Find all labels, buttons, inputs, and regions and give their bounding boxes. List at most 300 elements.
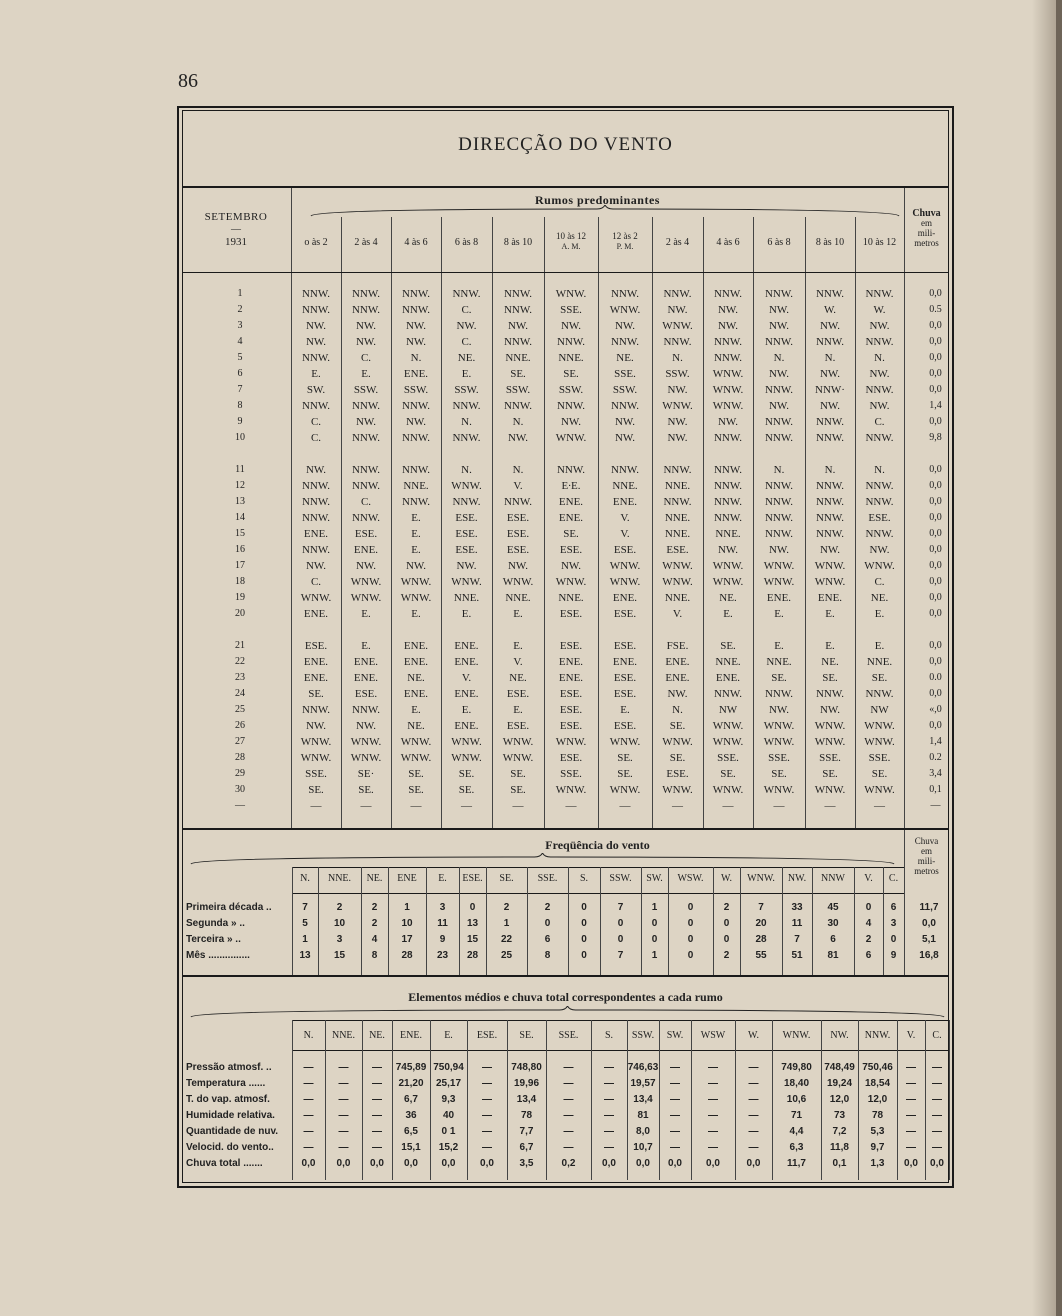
wind-direction-cell: NNW. (556, 400, 585, 412)
day-number: 27 (235, 736, 245, 747)
wind-direction-cell: NW. (819, 368, 841, 380)
frequency-cell: 0 (687, 934, 694, 945)
wind-direction-cell: NNW. (556, 336, 585, 348)
wind-direction-cell: NW. (305, 560, 327, 572)
page-edge (1056, 0, 1062, 1316)
wind-direction-cell: WNW. (712, 368, 744, 380)
wind-direction-cell: WNW. (555, 784, 587, 796)
elements-brace (190, 1006, 945, 1018)
wind-direction-cell: SE. (408, 768, 424, 780)
wind-direction-cell: C. (874, 576, 885, 588)
wind-direction-cell: WNW. (712, 400, 744, 412)
frequency-cell: 55 (755, 950, 767, 961)
wind-direction-cell: NW. (355, 720, 377, 732)
wind-direction-cell: WNW. (814, 560, 846, 572)
elements-cell: — (604, 1110, 614, 1121)
frequency-column-header: NW. (787, 873, 807, 884)
wind-direction-cell: NNE. (403, 480, 429, 492)
elements-cell: 15,2 (438, 1142, 459, 1153)
elements-cell: — (482, 1094, 492, 1105)
wind-direction-cell: WNW. (864, 560, 895, 572)
wind-direction-cell: — (874, 800, 885, 812)
wind-direction-cell: N. (824, 464, 836, 476)
wind-direction-cell: NNE. (664, 480, 691, 492)
wind-direction-cell: E. (461, 368, 472, 380)
wind-direction-cell: E. (411, 608, 421, 620)
wind-direction-cell: SE. (510, 768, 526, 780)
rain-header-line: mili- (917, 228, 936, 238)
rain-cell: 0,0 (929, 288, 942, 299)
wind-direction-cell: ENE. (612, 592, 638, 604)
elements-column-header: C. (932, 1030, 942, 1041)
wind-direction-cell: N. (461, 464, 472, 476)
wind-direction-cell: NW. (819, 400, 841, 412)
rain-cell: 0,1 (929, 784, 942, 795)
rain-cell: 0,0 (929, 368, 942, 379)
time-column-header: 4 às 6 (716, 237, 740, 248)
rain-cell: 0.5 (929, 304, 942, 315)
wind-direction-cell: NW. (560, 560, 582, 572)
elements-cell: 0,0 (930, 1158, 944, 1169)
elements-cell: — (604, 1062, 614, 1073)
wind-direction-cell: E. (311, 368, 321, 380)
frequency-column-header: WNW. (747, 873, 775, 884)
rain-cell: 0,0 (929, 480, 942, 491)
wind-direction-cell: NNW· (815, 384, 845, 396)
wind-direction-cell: ENE. (766, 592, 792, 604)
wind-direction-cell: E. (620, 704, 630, 716)
day-number: 21 (235, 640, 245, 651)
elements-cell: — (906, 1110, 916, 1121)
time-column-header: 2 às 4 (665, 237, 690, 248)
elements-column-header: N. (303, 1030, 314, 1041)
elements-cell: — (748, 1142, 759, 1153)
frequency-cell: 2 (723, 950, 730, 961)
wind-direction-cell: ENE. (353, 656, 379, 668)
wind-direction-cell: ESE. (455, 528, 478, 540)
wind-direction-cell: E. (411, 704, 421, 716)
elements-cell: 73 (833, 1110, 846, 1121)
wind-direction-cell: SSW. (454, 384, 479, 396)
elements-cell: 78 (871, 1110, 884, 1121)
wind-direction-cell: WNW. (763, 560, 795, 572)
wind-direction-cell: ENE. (403, 688, 429, 700)
wind-direction-cell: WNW. (609, 736, 641, 748)
wind-direction-cell: C. (360, 352, 372, 364)
frequency-brace (190, 853, 895, 865)
wind-direction-cell: V. (620, 512, 630, 524)
wind-direction-cell: WNW. (451, 752, 482, 764)
wind-direction-cell: NNW. (815, 432, 844, 444)
wind-direction-cell: NW. (667, 384, 688, 396)
wind-direction-cell: ENE. (403, 656, 429, 668)
wind-direction-cell: WNW. (609, 560, 641, 572)
wind-direction-cell: NNE. (505, 352, 531, 364)
elements-cell: — (372, 1110, 382, 1121)
wind-direction-cell: NNW. (713, 288, 742, 300)
elements-cell: 11,8 (830, 1142, 849, 1153)
wind-direction-cell: ESE. (666, 768, 689, 780)
rain-header-line: em (921, 218, 932, 228)
wind-direction-cell: SE. (563, 528, 579, 540)
wind-direction-cell: SE. (669, 720, 686, 732)
wind-direction-cell: C. (874, 416, 885, 428)
elements-cell: 19,57 (630, 1078, 656, 1089)
wind-direction-cell: ESE. (613, 544, 637, 556)
elements-cell: — (338, 1078, 349, 1089)
rain-cell: 0,0 (929, 592, 942, 603)
wind-direction-cell: NNE. (558, 352, 584, 364)
wind-direction-cell: N. (824, 352, 836, 364)
frequency-row-label: Terceira » .. (186, 934, 241, 945)
frequency-column-header: E. (438, 873, 447, 884)
wind-direction-cell: WNW. (763, 736, 795, 748)
wind-direction-cell: NW. (456, 560, 477, 572)
frequency-cell: 51 (791, 950, 803, 961)
wind-direction-cell: SE. (617, 768, 633, 780)
wind-direction-cell: NNE. (664, 512, 691, 524)
elements-cell: — (303, 1142, 314, 1153)
elements-cell: — (303, 1062, 314, 1073)
wind-direction-cell: WNW. (814, 736, 846, 748)
wind-direction-cell: NW. (717, 320, 739, 332)
wind-direction-cell: E. (411, 528, 421, 540)
wind-direction-cell: ESE. (506, 544, 530, 556)
wind-direction-cell: E. (723, 608, 733, 620)
wind-direction-cell: NW. (355, 336, 377, 348)
wind-direction-cell: NNW. (401, 464, 430, 476)
frequency-cell: 8 (371, 950, 378, 961)
wind-direction-cell: SE. (669, 752, 686, 764)
time-column-header: 2 às 4 (354, 237, 378, 248)
frequency-cell: 6 (890, 902, 897, 913)
frequency-column-header: SSW. (609, 873, 632, 884)
frequency-cell: 11 (791, 918, 803, 929)
elements-cell: — (708, 1078, 718, 1089)
wind-direction-cell: NW. (456, 320, 477, 332)
elements-cell: — (563, 1110, 574, 1121)
wind-direction-cell: E. (874, 608, 885, 620)
elements-cell: 15,1 (401, 1142, 421, 1153)
wind-direction-cell: ENE. (403, 640, 429, 652)
wind-direction-cell: NW. (507, 432, 529, 444)
wind-direction-cell: N. (773, 464, 785, 476)
elements-cell: — (338, 1062, 349, 1073)
frequency-cell: 8 (544, 950, 551, 961)
elements-cell: 13,4 (633, 1094, 653, 1105)
frequency-cell: 81 (827, 950, 839, 961)
elements-cell: 78 (520, 1110, 533, 1121)
wind-direction-cell: NW. (560, 416, 582, 428)
frequency-rain-cell: 5,1 (922, 934, 936, 945)
wind-direction-cell: NE. (407, 720, 425, 732)
wind-direction-cell: SE. (822, 768, 838, 780)
wind-direction-cell: WNW. (350, 576, 382, 588)
elements-column-header: NNW. (864, 1030, 891, 1041)
wind-direction-cell: WNW. (400, 752, 432, 764)
wind-direction-cell: WNW. (814, 720, 846, 732)
wind-direction-cell: ENE. (665, 672, 690, 684)
wind-direction-cell: — (824, 800, 836, 812)
wind-direction-cell: WNW. (400, 592, 432, 604)
rain-cell: 0,0 (929, 560, 942, 571)
wind-direction-cell: NW. (717, 304, 739, 316)
frequency-cell: 28 (401, 950, 413, 961)
wind-direction-cell: NNW. (503, 336, 532, 348)
wind-direction-cell: NW. (667, 304, 688, 316)
frequency-column-header: ESE. (462, 873, 483, 884)
wind-direction-cell: NNW. (865, 496, 894, 508)
wind-direction-cell: NNE. (715, 656, 741, 668)
frequency-cell: 0 (651, 918, 658, 929)
wind-direction-cell: NNW. (713, 432, 742, 444)
frequency-cell: 1 (503, 918, 510, 929)
wind-direction-cell: WNW. (712, 720, 744, 732)
elements-cell: 749,80 (781, 1062, 812, 1073)
wind-direction-cell: WNW. (502, 736, 534, 748)
wind-direction-cell: ENE. (454, 640, 479, 652)
wind-direction-cell: NNW. (301, 544, 330, 556)
wind-direction-cell: NW. (507, 320, 529, 332)
wind-direction-cell: ESE. (613, 672, 637, 684)
elements-cell: 745,89 (395, 1062, 427, 1073)
elements-cell: — (748, 1062, 759, 1073)
wind-direction-cell: NE. (457, 352, 476, 364)
group-brace (310, 205, 900, 217)
day-number: 6 (237, 368, 243, 379)
elements-cell: — (482, 1110, 492, 1121)
wind-direction-cell: NNW. (610, 288, 639, 300)
wind-direction-cell: SSW. (665, 368, 690, 380)
frequency-cell: 7 (302, 902, 308, 913)
wind-direction-cell: NNW. (351, 512, 380, 524)
frequency-column-header: N. (300, 873, 310, 884)
wind-direction-cell: NNW. (713, 512, 742, 524)
wind-direction-cell: E. (513, 704, 523, 716)
frequency-cell: 1 (404, 902, 410, 913)
elements-column-header: NE. (369, 1030, 385, 1041)
frequency-cell: 6 (865, 950, 872, 961)
wind-direction-cell: WNW. (662, 784, 693, 796)
wind-direction-cell: NNW. (713, 464, 742, 476)
wind-direction-cell: ESE. (455, 544, 478, 556)
time-column-header: 6 às 8 (767, 237, 791, 248)
wind-direction-cell: WNW. (350, 592, 382, 604)
elements-cell: 0,0 (480, 1158, 494, 1169)
wind-direction-cell: SE. (358, 784, 374, 796)
frequency-column-header: SE. (499, 873, 514, 884)
frequency-column-header: WSW. (677, 873, 704, 884)
wind-direction-cell: NNE. (664, 592, 691, 604)
elements-row-label: Chuva total ....... (186, 1158, 263, 1169)
elements-cell: — (338, 1110, 349, 1121)
elements-cell: — (482, 1078, 492, 1089)
elements-cell: 40 (442, 1110, 455, 1121)
rain-cell: 0,0 (929, 688, 942, 699)
elements-column-header: NNE. (331, 1030, 356, 1041)
frequency-cell: 2 (371, 902, 378, 913)
wind-direction-cell: — (461, 800, 472, 812)
frequency-cell: 15 (333, 950, 346, 961)
elements-cell: — (906, 1126, 916, 1137)
elements-title: Elementos médios e chuva total correspondentes a cada rumo (408, 990, 723, 1004)
wind-direction-cell: NW. (768, 704, 790, 716)
wind-direction-cell: N. (410, 352, 422, 364)
wind-direction-cell: N. (874, 464, 885, 476)
elements-cell: 12,0 (867, 1094, 888, 1105)
rain-cell: 0,0 (929, 496, 942, 507)
wind-direction-cell: WNW. (555, 576, 587, 588)
elements-cell: — (906, 1094, 916, 1105)
wind-direction-cell: NNW. (815, 512, 844, 524)
wind-direction-cell: WNW. (400, 576, 432, 588)
elements-cell: — (748, 1126, 759, 1137)
wind-direction-cell: WNW. (864, 784, 895, 796)
wind-direction-cell: C. (310, 576, 322, 588)
wind-direction-cell: W. (873, 304, 886, 316)
elements-cell: 0,0 (904, 1158, 918, 1169)
frequency-cell: 0 (890, 934, 897, 945)
frequency-cell: 13 (466, 918, 479, 929)
wind-direction-cell: NNW. (301, 288, 330, 300)
wind-direction-cell: NW. (819, 704, 841, 716)
day-number: 7 (237, 384, 243, 395)
direction-table-col-line (904, 188, 905, 828)
elements-cell: — (303, 1094, 314, 1105)
wind-direction-cell: ENE. (612, 496, 638, 508)
wind-direction-cell: ENE. (454, 688, 479, 700)
elements-col-line (949, 1020, 950, 1180)
rain-cell: 1,4 (929, 400, 942, 411)
wind-direction-cell: SSE. (305, 768, 327, 780)
frequency-cell: 28 (466, 950, 479, 961)
frequency-cell: 17 (401, 934, 413, 945)
wind-direction-cell: N. (672, 352, 683, 364)
frequency-cell: 0 (865, 902, 872, 913)
wind-direction-cell: ENE. (817, 592, 843, 604)
frequency-cell: 3 (336, 934, 343, 945)
wind-direction-cell: NNW. (301, 400, 330, 412)
day-number: 5 (237, 352, 243, 363)
wind-direction-cell: SSE. (819, 752, 841, 764)
frequency-column-header: W. (720, 873, 733, 884)
wind-direction-cell: NNW. (815, 688, 844, 700)
frequency-column-header: NE. (366, 873, 383, 884)
frequency-cell: 0 (581, 918, 587, 929)
wind-direction-cell: NNW. (865, 288, 894, 300)
elements-cell: — (482, 1142, 492, 1153)
wind-direction-cell: NNW. (452, 432, 481, 444)
elements-cell: 748,80 (511, 1062, 542, 1073)
day-number: 8 (237, 400, 243, 411)
elements-column-header: WNW. (782, 1030, 811, 1041)
frequency-rain-cell: 0,0 (922, 918, 936, 929)
wind-direction-cell: NW. (507, 560, 529, 572)
frequency-cell: 11 (437, 918, 448, 929)
frequency-cell: 1 (651, 950, 658, 961)
wind-direction-cell: NNE. (612, 480, 638, 492)
wind-direction-cell: NE. (616, 352, 634, 364)
wind-direction-cell: ESE. (354, 528, 378, 540)
elements-cell: 9,7 (870, 1142, 885, 1153)
frequency-cell: 2 (544, 902, 551, 913)
time-column-header: 12 às 2 (612, 231, 638, 241)
wind-direction-cell: C. (360, 496, 372, 508)
elements-cell: — (303, 1126, 314, 1137)
wind-direction-cell: N. (874, 352, 885, 364)
elements-cell: 6,7 (404, 1094, 418, 1105)
wind-direction-cell: ESE. (506, 512, 530, 524)
wind-direction-cell: NNW. (713, 480, 742, 492)
rain-cell: 9,8 (929, 432, 942, 443)
wind-direction-cell: NNW. (865, 480, 894, 492)
frequency-cell: 13 (299, 950, 311, 961)
page-title: DIRECÇÃO DO VENTO (458, 134, 673, 155)
wind-direction-cell: WNW. (864, 736, 895, 748)
wind-direction-cell: WNW. (350, 752, 382, 764)
wind-direction-cell: NW. (869, 368, 890, 380)
elements-cell: 19,24 (826, 1078, 853, 1089)
wind-direction-cell: WNW. (609, 576, 641, 588)
wind-direction-cell: NNW. (865, 384, 894, 396)
frequency-cell: 0 (687, 918, 694, 929)
elements-cell: 7,7 (519, 1126, 534, 1137)
wind-direction-cell: SE. (771, 672, 787, 684)
frequency-column-header: NNW (821, 873, 845, 884)
wind-direction-cell: WNW. (763, 784, 795, 796)
frequency-cell: 30 (827, 918, 839, 929)
wind-direction-cell: NW. (768, 320, 790, 332)
rain-cell: 0,0 (929, 320, 942, 331)
elements-cell: — (372, 1142, 382, 1153)
day-number: 17 (235, 560, 245, 571)
wind-direction-cell: SE. (458, 768, 475, 780)
wind-direction-cell: NW. (768, 304, 790, 316)
wind-direction-cell: WNW. (712, 736, 744, 748)
frequency-cell: 0 (581, 950, 587, 961)
wind-direction-cell: E. (411, 544, 421, 556)
wind-direction-cell: ENE. (715, 672, 741, 684)
wind-direction-cell: N. (773, 352, 785, 364)
frequency-row-label: Segunda » .. (186, 918, 245, 929)
wind-direction-cell: NW. (614, 432, 636, 444)
day-number: 18 (235, 576, 245, 587)
elements-cell: 19,96 (513, 1078, 540, 1089)
wind-direction-cell: NW. (405, 560, 427, 572)
frequency-rain-header-line: mili- (917, 856, 936, 866)
wind-direction-cell: NNW. (401, 496, 430, 508)
wind-direction-cell: ENE. (558, 512, 584, 524)
wind-direction-cell: ENE. (403, 368, 429, 380)
wind-direction-cell: ESE. (559, 688, 583, 700)
wind-direction-cell: NNW. (452, 288, 481, 300)
wind-direction-cell: NW (870, 704, 889, 716)
elements-column-header: E. (444, 1030, 453, 1041)
wind-direction-cell: NNW. (815, 336, 844, 348)
elements-cell: — (932, 1094, 942, 1105)
wind-direction-cell: NNW. (301, 480, 330, 492)
elements-cell: — (906, 1078, 916, 1089)
wind-direction-cell: ESE. (559, 544, 583, 556)
frequency-column-header: SSE. (537, 873, 558, 884)
wind-direction-cell: SE. (617, 752, 633, 764)
elements-cell: 0,0 (301, 1158, 316, 1169)
wind-direction-cell: NNW. (301, 352, 330, 364)
elements-cell: — (670, 1094, 680, 1105)
wind-direction-cell: NNW. (815, 416, 844, 428)
frequency-cell: 0 (723, 918, 730, 929)
elements-row-label: T. do vap. atmosf. (186, 1094, 270, 1105)
